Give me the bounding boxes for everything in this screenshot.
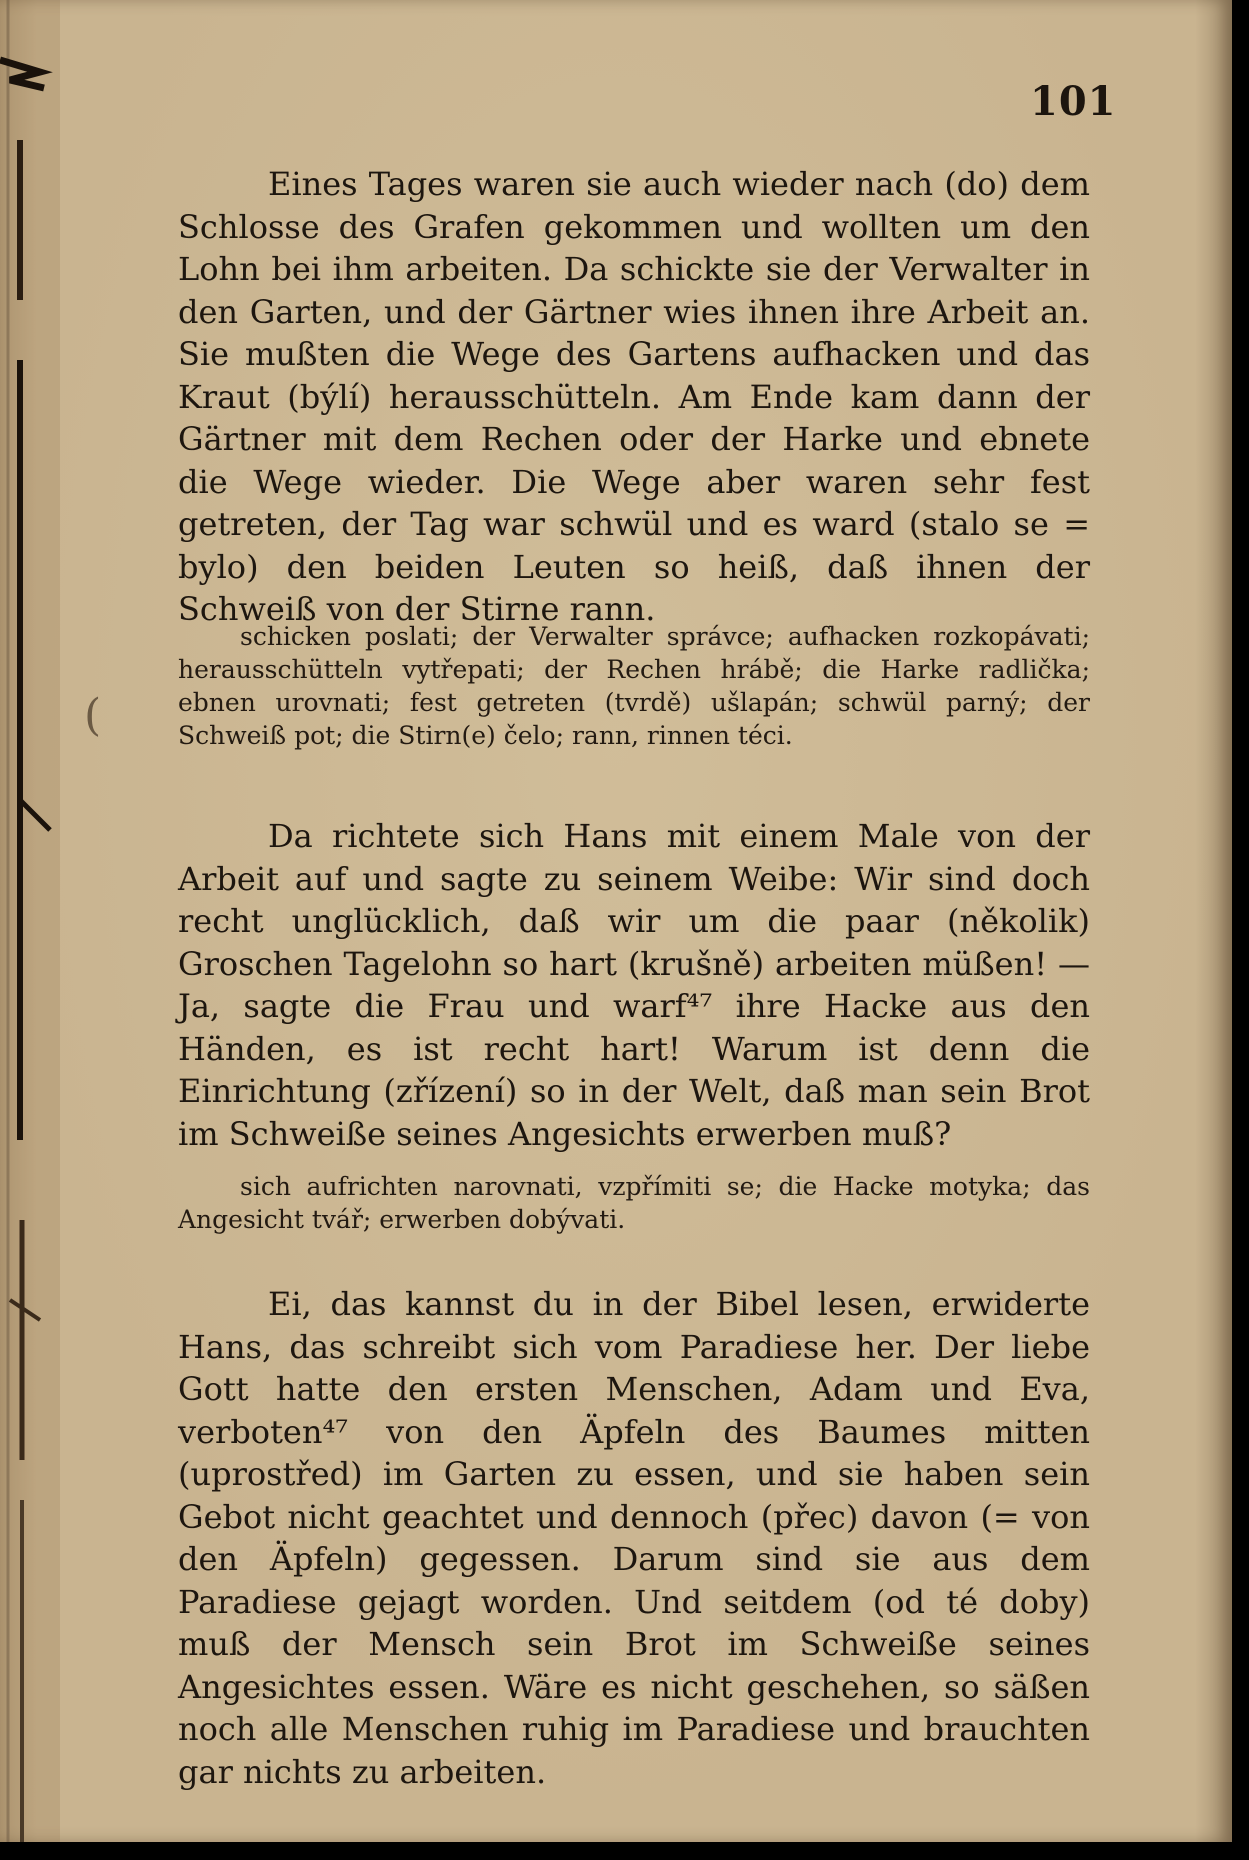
vocabulary-1-block: [178, 620, 1090, 752]
paragraph-2-block: [178, 815, 1090, 1155]
paragraph-3-block: [178, 1283, 1090, 1793]
body-paragraph: Eines Tages waren sie auch wieder nach (do) dem Schlosse des Grafen gekommen und wollten um den Lohn bei ihm arbeiten. Da schickte sie der Verwalter in den Garten, und der Gärtner wies ihnen ihre Arbeit an. Sie mußten die Wege des Gartens aufhacken und das Kraut (býlí) herausschütteln. Am Ende kam dann der Gärtner mit dem Rechen oder der Harke und ebnete die Wege wieder. Die Wege aber waren sehr fest getreten, der Tag war schwül und es ward (stalo se = bylo) den beiden Leuten so heiß, daß ihnen der Schweiß von der Stirne rann.: [178, 165, 1090, 628]
body-paragraph: Ei, das kannst du in der Bibel lesen, erwiderte Hans, das schreibt sich vom Paradiese her. Der liebe Gott hatte den ersten Menschen, Adam und Eva, verboten⁴⁷ von den Äpfeln des Baumes mitten (uprostřed) im Garten zu essen, und sie haben sein Gebot nicht geachtet und dennoch (přec) davon (= von den Äpfeln) gegessen. Darum sind sie aus dem Paradiese gejagt worden. Und seitdem (od té doby) muß der Mensch sein Brot im Schweiße seines Angesichtes essen. Wäre es nicht geschehen, so säßen noch alle Menschen ruhig im Paradiese und brauchten gar nichts zu arbeiten.: [178, 1285, 1090, 1791]
vocabulary-2-block: [178, 1170, 1090, 1236]
body-paragraph: Da richtete sich Hans mit einem Male von der Arbeit auf und sagte zu seinem Weibe: Wir sind doch recht unglücklich, daß wir um die paar (několik) Groschen Tagelohn so hart (krušně) arbeiten müßen! — Ja, sagte die Frau und warf⁴⁷ ihre Hacke aus den Händen, es ist recht hart! Warum ist denn die Einrichtung (zřízení) so in der Welt, daß man sein Brot im Schweiße seines Angesichts erwerben muß?: [178, 817, 1090, 1153]
vocabulary-note: sich aufrichten narovnati, vzpřímiti se; die Hacke motyka; das Angesicht tvář; erwerben dobývati.: [178, 1172, 1090, 1234]
paragraph-1-block: [178, 163, 1090, 631]
margin-mark: (: [84, 690, 102, 741]
vocabulary-note: schicken poslati; der Verwalter správce; aufhacken rozkopávati; herausschütteln vytřepati; der Rechen hrábě; die Harke radlička; ebnen urovnati; fest getreten (tvrdě) ušlapán; schwül parný; der Schweiß pot; die Stirn(e) čelo; rann, rinnen téci.: [178, 622, 1090, 750]
binding-thread: [0, 0, 60, 1842]
page-number: 101: [1030, 78, 1117, 125]
